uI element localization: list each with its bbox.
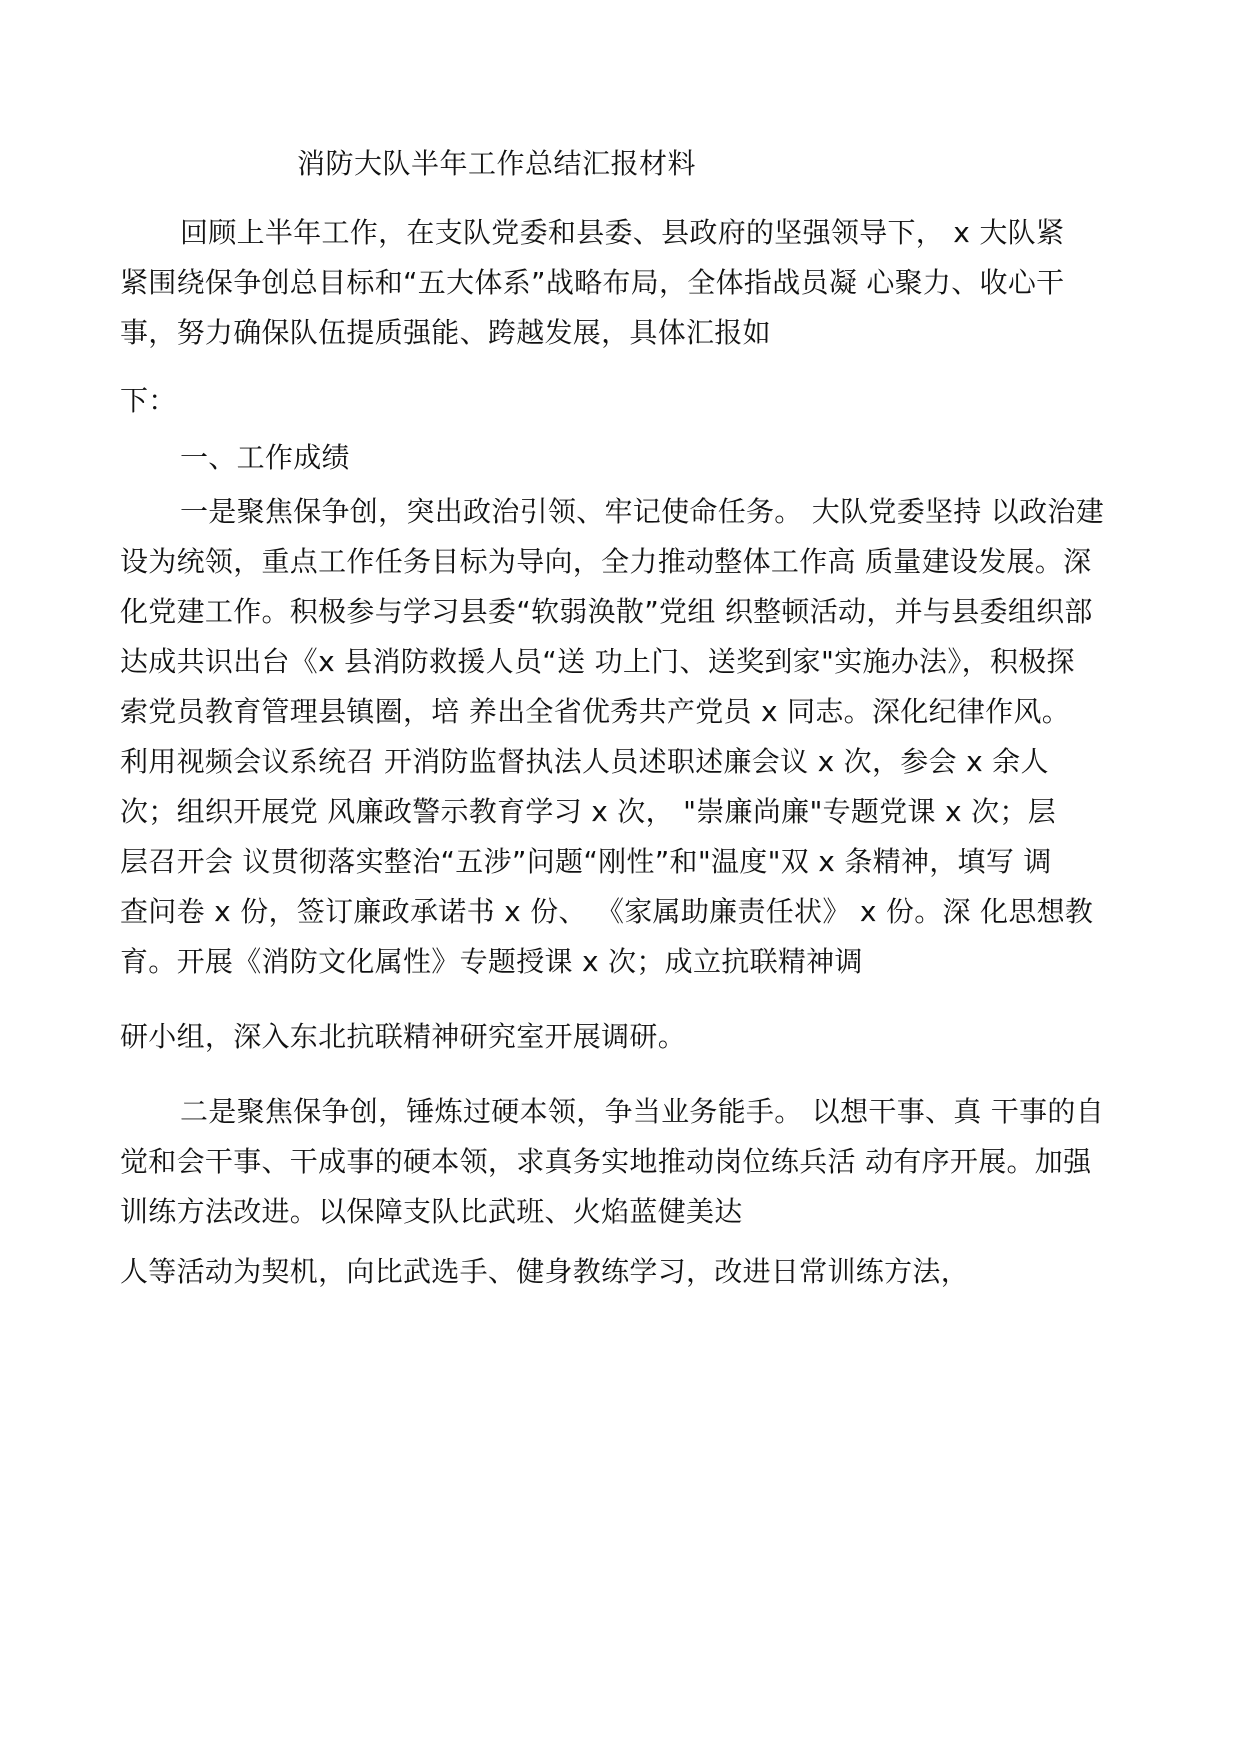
part2-tail: 人等活动为契机，向比武选手、健身教练学习，改进日常训练方法， bbox=[120, 1255, 970, 1288]
part1-line-8: 层召开会 议贯彻落实整治“五涉”问题“刚性”和"温度"双 x 条精神，填写 调 bbox=[120, 845, 1052, 878]
document-title: 消防大队半年工作总结汇报材料 bbox=[297, 147, 697, 180]
part1-line-3: 化党建工作。积极参与学习县委“软弱涣散”党组 织整顿活动，并与县委组织部 bbox=[120, 595, 1093, 628]
intro-line-1: 回顾上半年工作，在支队党委和县委、县政府的坚强领导下， x 大队紧 bbox=[180, 216, 1065, 249]
part2-line-1: 二是聚焦保争创，锤炼过硬本领，争当业务能手。 以想干事、真 干事的自 bbox=[180, 1095, 1105, 1128]
part1-line-9: 查问卷 x 份，签订廉政承诺书 x 份、 《家属助廉责任状》 x 份。深 化思想教 bbox=[120, 895, 1094, 928]
intro-line-3: 事，努力确保队伍提质强能、跨越发展，具体汇报如 bbox=[120, 316, 771, 349]
intro-line-2: 紧围绕保争创总目标和“五大体系”战略布局，全体指战员凝 心聚力、收心干 bbox=[120, 266, 1065, 299]
part1-line-4: 达成共识出台《x 县消防救援人员“送 功上门、送奖到家"实施办法》，积极探 bbox=[120, 645, 1075, 678]
part2-line-3: 训练方法改进。以保障支队比武班、火焰蓝健美达 bbox=[120, 1195, 743, 1228]
part1-line-10: 育。开展《消防文化属性》专题授课 x 次；成立抗联精神调 bbox=[120, 945, 863, 978]
part1-line-5: 索党员教育管理县镇圈，培 养出全省优秀共产党员 x 同志。深化纪律作风。 bbox=[120, 695, 1071, 728]
part1-line-1: 一是聚焦保争创，突出政治引领、牢记使命任务。 大队党委坚持 以政治建 bbox=[180, 495, 1105, 528]
part1-line-2: 设为统领，重点工作任务目标为导向，全力推动整体工作高 质量建设发展。深 bbox=[120, 545, 1092, 578]
part1-line-7: 次；组织开展党 风廉政警示教育学习 x 次， "崇廉尚廉"专题党课 x 次；层 bbox=[120, 795, 1057, 828]
intro-tail: 下： bbox=[120, 384, 177, 417]
part1-line-6: 利用视频会议系统召 开消防监督执法人员述职述廉会议 x 次，参会 x 余人 bbox=[120, 745, 1049, 778]
section-heading: 一、工作成绩 bbox=[180, 441, 350, 474]
part1-tail: 研小组，深入东北抗联精神研究室开展调研。 bbox=[120, 1020, 687, 1053]
part2-line-2: 觉和会干事、干成事的硬本领，求真务实地推动岗位练兵活 动有序开展。加强 bbox=[120, 1145, 1092, 1178]
